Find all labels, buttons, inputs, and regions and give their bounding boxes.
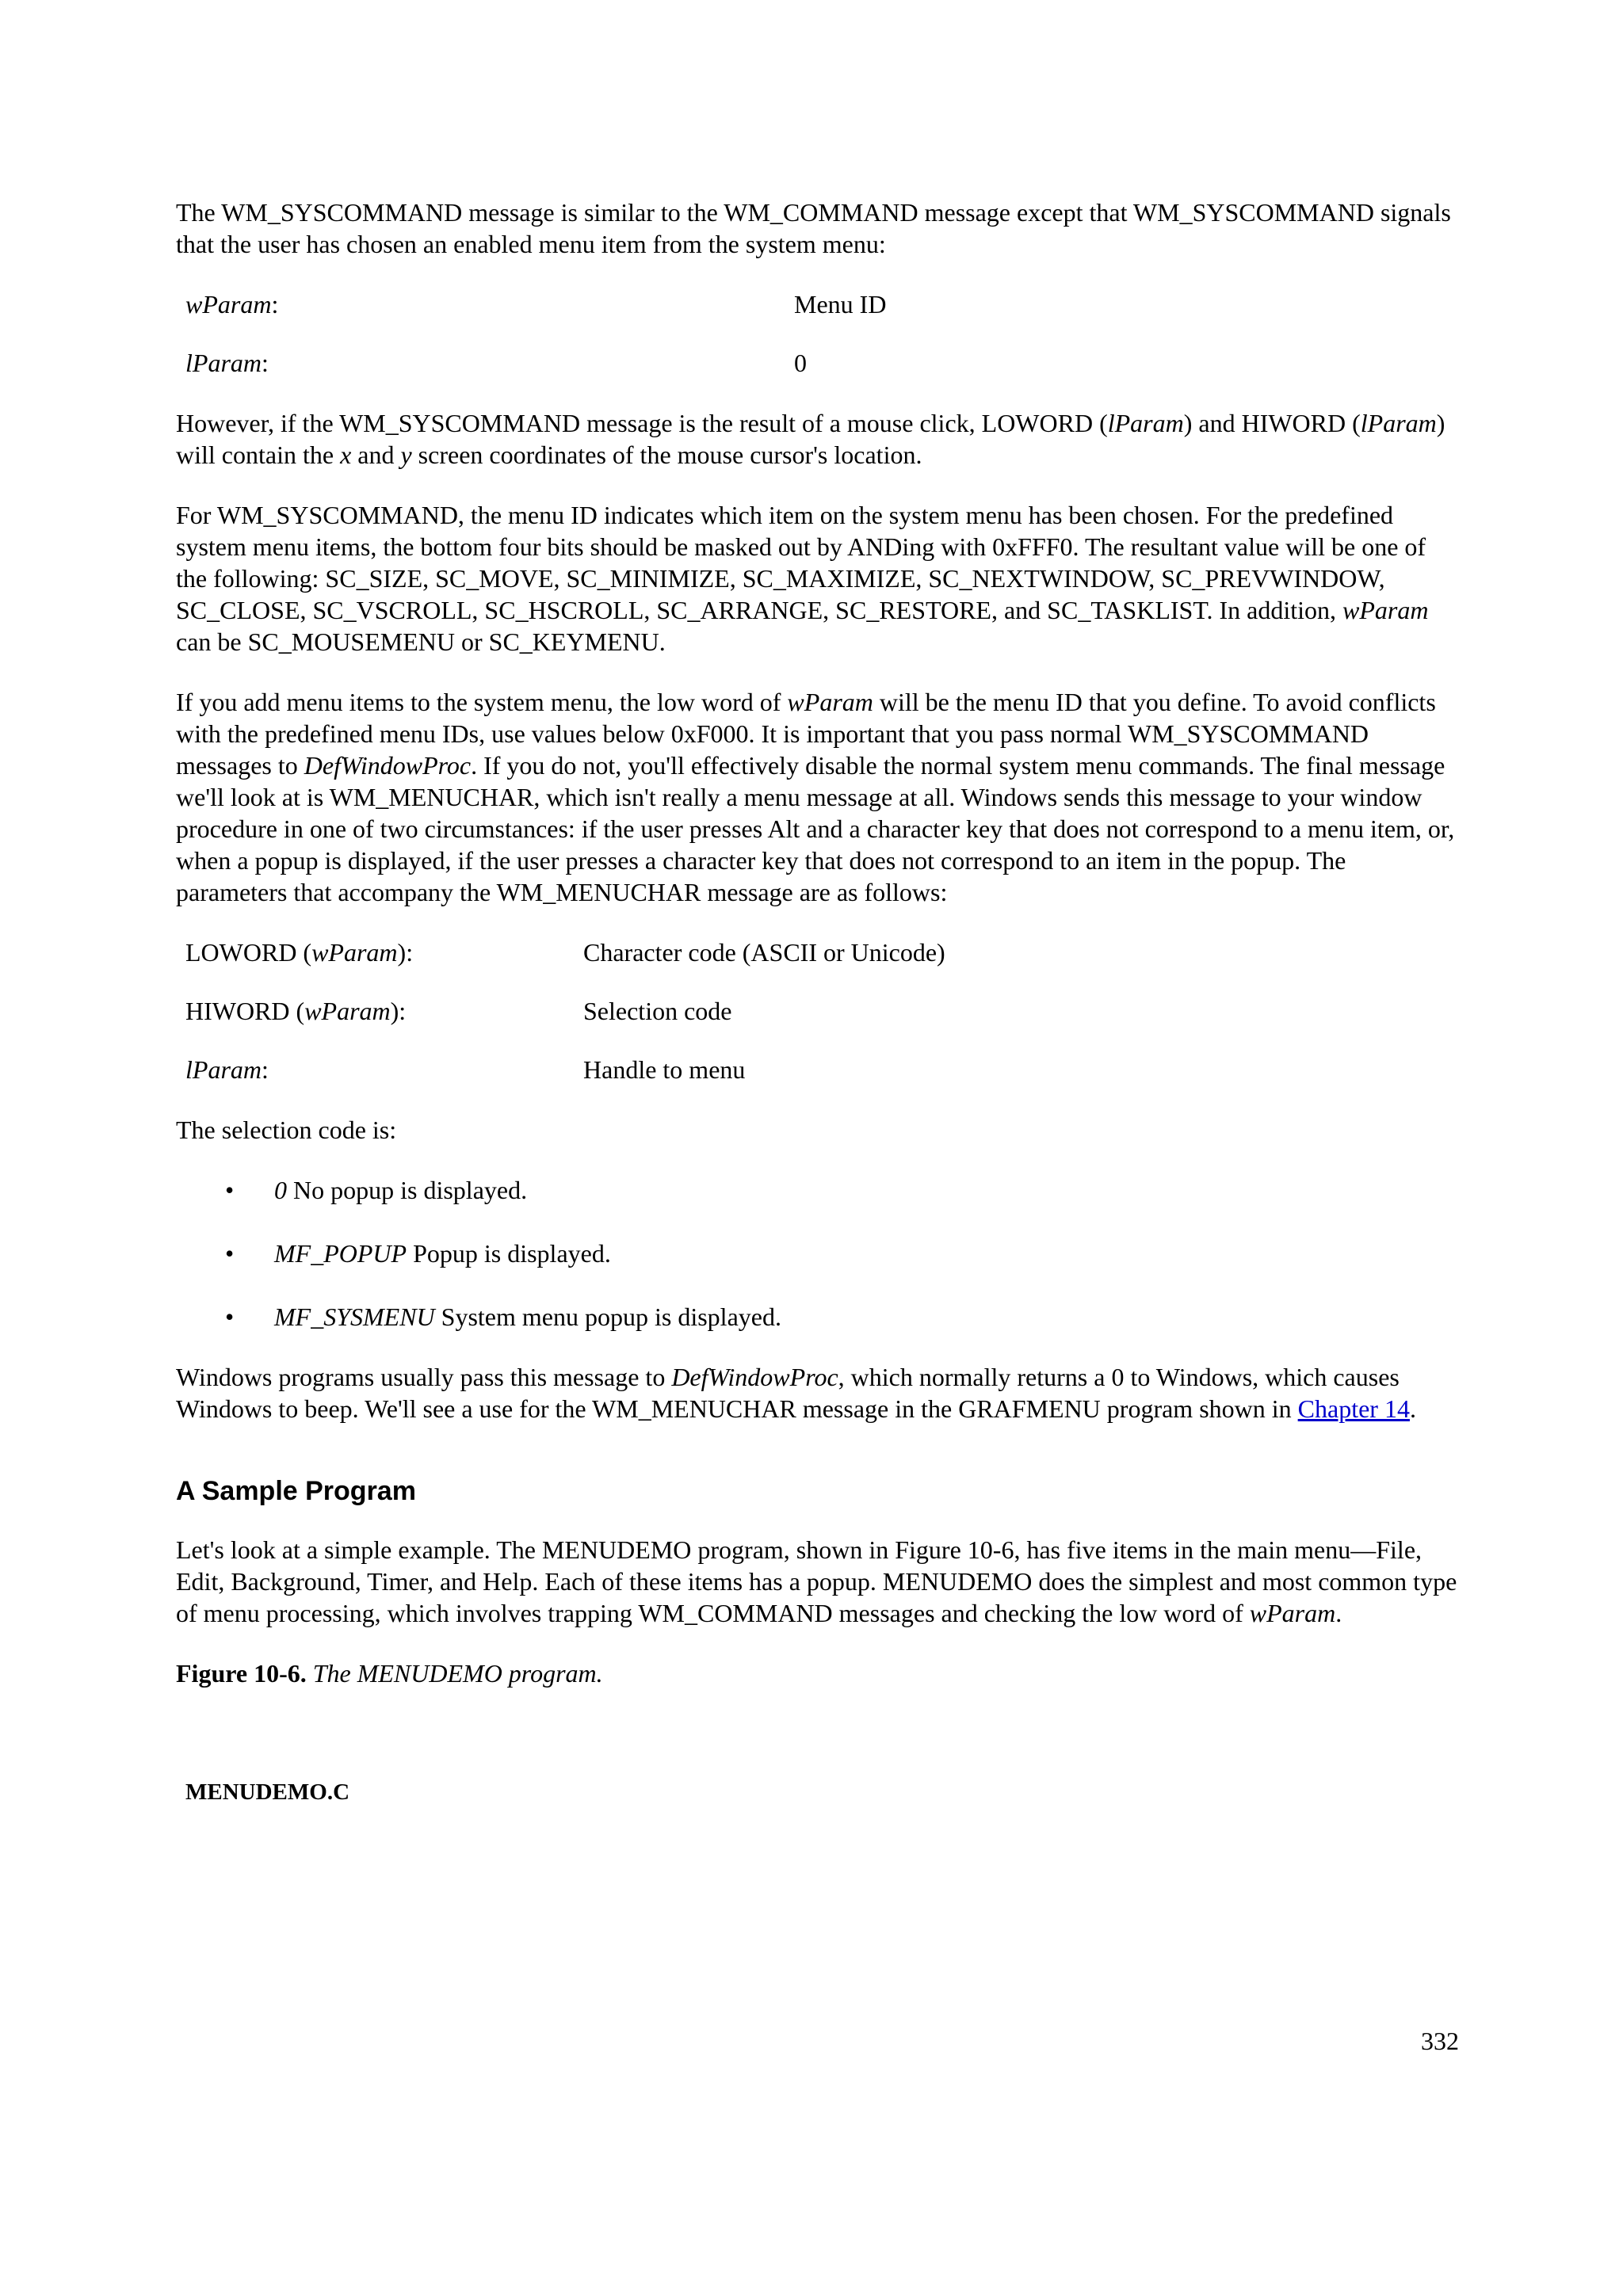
parameter-row-wparam [185, 288, 1460, 320]
syscommand-parameter-table [176, 288, 1460, 379]
parameter-row-loword-wparam [185, 936, 1460, 968]
code-filename: MENUDEMO.C [185, 1779, 350, 1805]
page-number: 332 [1421, 2027, 1459, 2055]
parameter-row-lparam [185, 1054, 1460, 1085]
figure-caption: Figure 10-6. The MENUDEMO program. [176, 1659, 603, 1688]
selection-code-intro: The selection code is: [176, 1116, 397, 1144]
section-heading: A Sample Program [176, 1476, 416, 1506]
parameter-name: LOWORD (wParam): [185, 938, 414, 967]
parameter-value: Handle to menu [583, 1055, 746, 1084]
windows-programs-paragraph: Windows programs usually pass this message to DefWindowProc, which normally returns a 0 to Windows, which causes Windows to beep. We'll see a use for the WM_MENUCHAR message in the GRAFMENU program shown in Chapter 14. [176, 1363, 1416, 1423]
parameter-name: lParam: [185, 349, 269, 377]
parameter-name: lParam: [185, 1055, 269, 1084]
sample-program-paragraph: Let's look at a simple example. The MENUDEMO program, shown in Figure 10-6, has five items in the main menu—File, Edit, Background, Timer, and Help. Each of these items has a popup. MENUDEMO does the simplest and most common type of menu processing, which involves trapping WM_COMMAND messages and checking the low word of wParam. [176, 1535, 1457, 1627]
add-menu-items-paragraph: If you add menu items to the system menu, the low word of wParam will be the menu ID that you define. To avoid conflicts with the predefined menu IDs, use values below 0xF000. It is important that you pass normal WM_SYSCOMMAND messages to DefWindowProc. If you do not, you'll effectively disable the normal system menu commands. The final message we'll look at is WM_MENUCHAR, which isn't really a menu message at all. Windows sends this message to your window procedure in one of two circumstances: if the user presses Alt and a character key that does not correspond to a menu item, or, when a popup is displayed, if the user presses a character key that does not correspond to an item in the popup. The parameters that accompany the WM_MENUCHAR message are as follows: [176, 688, 1455, 906]
bullet-icon: • [225, 1239, 235, 1268]
parameter-row-hiword-wparam [185, 995, 1460, 1027]
list-item: • 0 No popup is displayed. [225, 1176, 528, 1204]
bullet-icon: • [225, 1302, 235, 1331]
list-item: • MF_SYSMENU System menu popup is displayed. [225, 1302, 781, 1331]
list-item: • MF_POPUP Popup is displayed. [225, 1239, 611, 1268]
parameter-value: Selection code [583, 997, 732, 1025]
document-page [176, 196, 1460, 1808]
mouse-click-paragraph: However, if the WM_SYSCOMMAND message is the result of a mouse click, LOWORD (lParam) and HIWORD (lParam) will contain the x and y screen coordinates of the mouse cursor's location. [176, 409, 1445, 469]
parameter-row-lparam [185, 347, 1460, 379]
menu-id-paragraph: For WM_SYSCOMMAND, the menu ID indicates which item on the system menu has been chosen. For the predefined system menu items, the bottom four bits should be masked out by ANDing with 0xFFF0. The resultant value will be one of the following: SC_SIZE, SC_MOVE, SC_MINIMIZE, SC_MAXIMIZE, SC_NEXTWINDOW, SC_PREVWINDOW, SC_CLOSE, SC_VSCROLL, SC_HSCROLL, SC_ARRANGE, SC_RESTORE, and SC_TASKLIST. In addition, wParam can be SC_MOUSEMENU or SC_KEYMENU. [176, 501, 1429, 656]
intro-paragraph: The WM_SYSCOMMAND message is similar to the WM_COMMAND message except that WM_SYSCOMMAND signals that the user has chosen an enabled menu item from the system menu: [176, 198, 1451, 258]
parameter-value: 0 [794, 349, 807, 377]
parameter-value: Menu ID [794, 290, 887, 318]
parameter-value: Character code (ASCII or Unicode) [583, 938, 945, 967]
parameter-name: HIWORD (wParam): [185, 997, 407, 1025]
menuchar-parameter-table [176, 936, 1460, 1085]
selection-code-list [176, 1174, 1460, 1333]
chapter-14-link[interactable]: Chapter 14 [1297, 1394, 1410, 1423]
bullet-icon: • [225, 1176, 235, 1204]
parameter-name: wParam: [185, 290, 279, 318]
